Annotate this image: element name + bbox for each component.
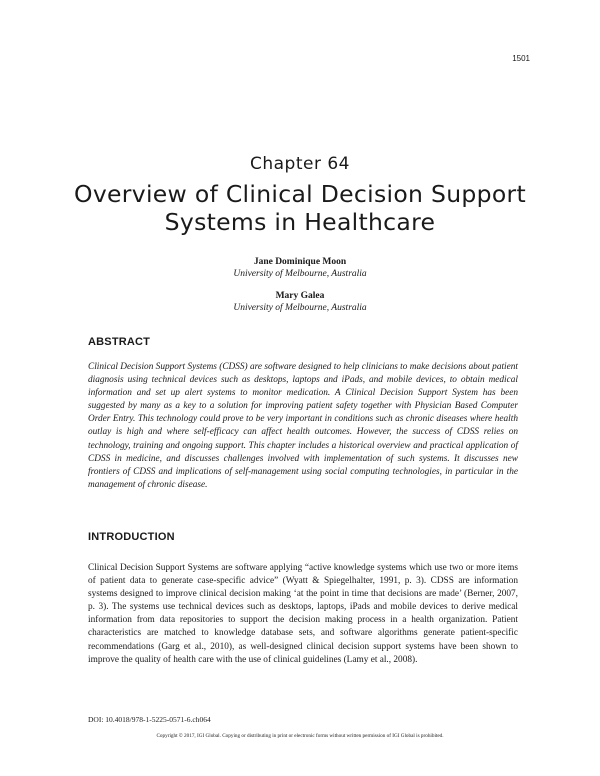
author-block	[0, 256, 600, 280]
author-affiliation: University of Melbourne, Australia	[233, 269, 367, 279]
chapter-label: Chapter 64	[249, 154, 350, 174]
author-affiliation: University of Melbourne, Australia	[233, 303, 367, 313]
author-block	[0, 290, 600, 314]
chapter-title: Overview of Clinical Decision Support Systems in Healthcare	[74, 180, 526, 236]
abstract-heading: ABSTRACT	[88, 336, 151, 348]
page-number: 1501	[512, 54, 530, 63]
introduction-text: Clinical Decision Support Systems are software applying “active knowledge systems which use two or more items of patient data to generate case-specific advice” (Wyatt & Spiegelhalter, 1991, p. 3). CDSS are information systems designed to improve clinical decision making ‘at the point in time that decisions are made’ (Berner, 2007, p. 3). The systems use technical devices such as desktops, laptops, iPads and mobile devices to derive medical information from data repositories to support the decision making process in a health organization. Patient characteristics are matched to knowledge database sets, and software algorithms generate patient-specific recommendations (Garg et al., 2010), as well-designed clinical decision support systems have been shown to improve the quality of health care with the use of clinical guidelines (Lamy et al., 2008).	[88, 563, 518, 665]
doi-line: DOI: 10.4018/978-1-5225-0571-6.ch064	[88, 715, 211, 724]
author-name: Jane Dominique Moon	[253, 257, 347, 267]
copyright-notice: Copyright © 2017, IGI Global. Copying or distributing in print or electronic forms without written permission of IGI Global is prohibited.	[156, 733, 444, 739]
author-name: Mary Galea	[275, 291, 325, 301]
abstract-text: Clinical Decision Support Systems (CDSS) are software designed to help clinicians to make decisions about patient diagnosis using technical devices such as desktops, laptops and iPads, and mobile devices, to obtain medical information and set up alert systems to monitor medication. A Clinical Decision Support System has been suggested by many as a key to a solution for improving patient safety together with Physician Based Computer Order Entry. This technology could prove to be very important in conditions such as chronic diseases where health outlay is high and where self-efficacy can affect health outcomes. However, the success of CDSS relies on technology, training and ongoing support. This chapter includes a historical overview and practical application of CDSS in medicine, and discusses challenges involved with implementation of such systems. It discusses new frontiers of CDSS and implications of self-management using social computing technologies, in particular in the management of chronic disease.	[88, 362, 518, 490]
introduction-heading: INTRODUCTION	[88, 531, 175, 543]
